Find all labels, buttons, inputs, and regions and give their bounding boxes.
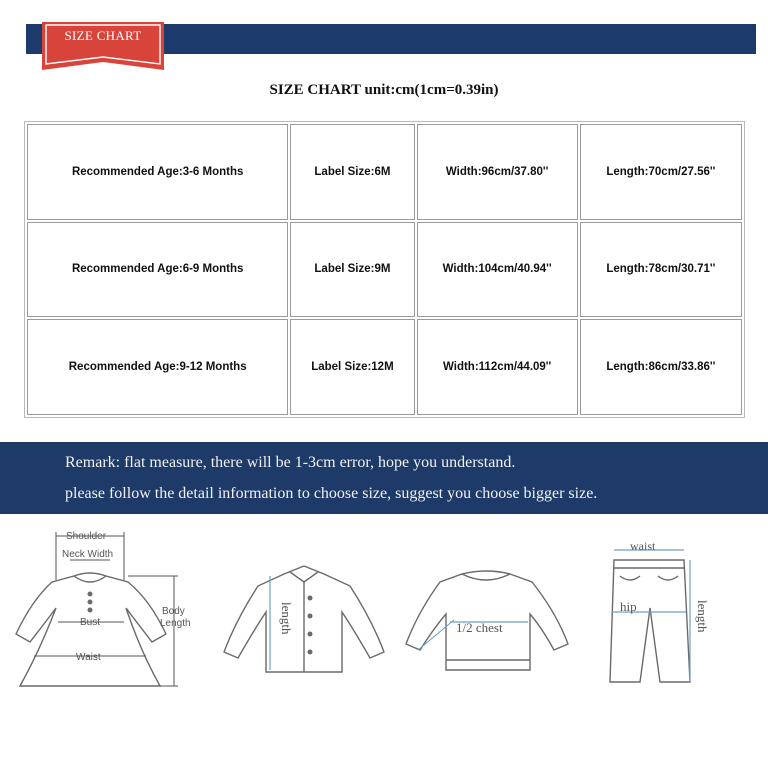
chart-title: SIZE CHART unit:cm(1cm=0.39in)	[269, 82, 499, 98]
shirt-length-label: length	[279, 602, 294, 635]
length-cell: Length:78cm/30.71''	[580, 222, 742, 318]
label-size-cell: Label Size:12M	[290, 319, 414, 415]
pants-diagram	[610, 560, 690, 682]
age-cell: Recommended Age:6-9 Months	[27, 222, 288, 318]
remark-line-2: please follow the detail information to choose size, suggest you choose bigger size.	[65, 485, 598, 502]
dress-bust-label: Bust	[80, 617, 101, 628]
remark-banner	[0, 442, 768, 514]
length-cell: Length:70cm/27.56''	[580, 124, 742, 220]
label-size-cell: Label Size:9M	[290, 222, 414, 318]
dress-body-label: Body	[162, 606, 185, 617]
remark-line-1: Remark: flat measure, there will be 1-3cm error, hope you understand.	[65, 454, 516, 471]
measurement-diagrams	[0, 520, 768, 768]
size-table	[24, 121, 745, 418]
shirt-diagram	[224, 566, 384, 672]
pants-waist-label: waist	[630, 539, 656, 553]
dress-shoulder-label: Shoulder	[66, 531, 107, 542]
pants-hip-label: hip	[620, 599, 637, 614]
length-cell: Length:86cm/33.86''	[580, 319, 742, 415]
sweater-chest-label: 1/2 chest	[456, 620, 503, 635]
table-row	[27, 124, 742, 220]
age-cell: Recommended Age:3-6 Months	[27, 124, 288, 220]
label-size-cell: Label Size:6M	[290, 124, 414, 220]
table-row	[27, 222, 742, 318]
dress-neck-label: Neck Width	[62, 549, 114, 560]
pants-length-label: length	[695, 600, 710, 633]
table-row	[27, 319, 742, 415]
ribbon-label: SIZE CHART	[64, 28, 142, 43]
width-cell: Width:112cm/44.09''	[417, 319, 578, 415]
age-cell: Recommended Age:9-12 Months	[27, 319, 288, 415]
width-cell: Width:104cm/40.94''	[417, 222, 578, 318]
dress-diagram	[16, 573, 166, 686]
width-cell: Width:96cm/37.80''	[417, 124, 578, 220]
dress-waist-label: Waist	[76, 652, 101, 663]
dress-length-label: Length	[160, 618, 191, 629]
